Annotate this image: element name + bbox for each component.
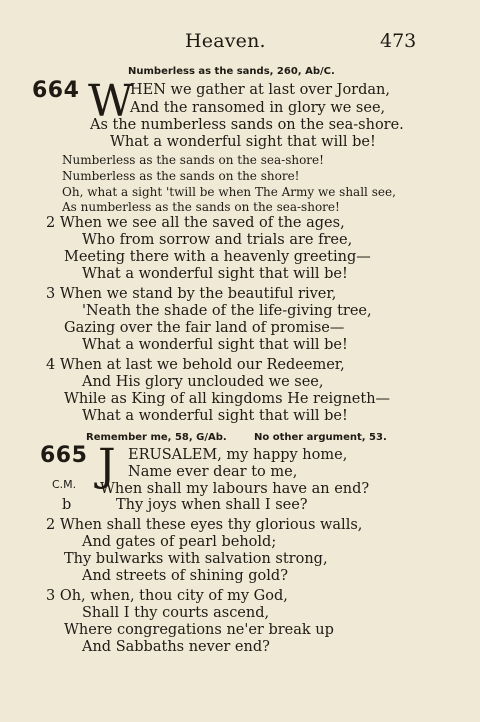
verse-line: Gazing over the fair land of promise— <box>64 320 345 336</box>
verse-line: ERUSALEM, my happy home, <box>128 447 348 463</box>
hymn-number: 665 <box>40 443 88 468</box>
verse-line: And the ransomed in glory we see, <box>130 100 386 116</box>
verse-line: HEN we gather at last over Jordan, <box>130 82 390 98</box>
chorus-line: Oh, what a sight 'twill be when The Army we shall see, <box>62 185 396 199</box>
dynamic-marking: b <box>62 497 72 513</box>
chorus-line: As numberless as the sands on the sea-shore! <box>62 200 340 214</box>
verse-line: Thy bulwarks with salvation strong, <box>64 551 328 567</box>
verse-line: When shall my labours have an end? <box>100 481 370 497</box>
verse-line: 3 When we stand by the beautiful river, <box>46 286 337 302</box>
verse-line: What a wonderful sight that will be! <box>110 134 376 150</box>
verse-line: And streets of shining gold? <box>82 568 288 584</box>
verse-line: As the numberless sands on the sea-shore. <box>90 117 404 133</box>
running-title: Heaven. <box>185 30 266 52</box>
verse-line: While as King of all kingdoms He reigneth— <box>64 391 391 407</box>
verse-line: 2 When shall these eyes thy glorious walls, <box>46 517 363 533</box>
verse-line: Meeting there with a heavenly greeting— <box>64 249 371 265</box>
tune-reference: Remember me, 58, G/Ab. <box>86 432 227 443</box>
hymn-number: 664 <box>32 78 80 103</box>
meter-label: C.M. <box>52 478 77 491</box>
verse-line: Who from sorrow and trials are free, <box>82 232 353 248</box>
verse-line: Shall I thy courts ascend, <box>82 605 270 621</box>
verse-line: What a wonderful sight that will be! <box>82 337 348 353</box>
verse-line: And His glory unclouded we see, <box>82 374 324 390</box>
verse-line: 3 Oh, when, thou city of my God, <box>46 588 288 604</box>
verse-line: Name ever dear to me, <box>128 464 298 480</box>
chorus-line: Numberless as the sands on the shore! <box>62 169 300 183</box>
verse-line: Where congregations ne'er break up <box>64 622 334 638</box>
verse-line: Thy joys when shall I see? <box>116 497 308 513</box>
verse-line: What a wonderful sight that will be! <box>82 266 348 282</box>
verse-line: 2 When we see all the saved of the ages, <box>46 215 345 231</box>
page-number: 473 <box>380 30 417 52</box>
drop-cap: W <box>88 76 134 127</box>
verse-line: What a wonderful sight that will be! <box>82 408 348 424</box>
tune-reference: No other argument, 53. <box>254 432 387 443</box>
verse-line: And Sabbaths never end? <box>82 639 270 655</box>
verse-line: 'Neath the shade of the life-giving tree, <box>82 303 372 319</box>
chorus-line: Numberless as the sands on the sea-shore! <box>62 153 324 167</box>
tune-reference: Numberless as the sands, 260, Ab/C. <box>128 66 335 77</box>
verse-line: And gates of pearl behold; <box>82 534 277 550</box>
drop-cap: J <box>98 440 116 491</box>
verse-line: 4 When at last we behold our Redeemer, <box>46 357 345 373</box>
